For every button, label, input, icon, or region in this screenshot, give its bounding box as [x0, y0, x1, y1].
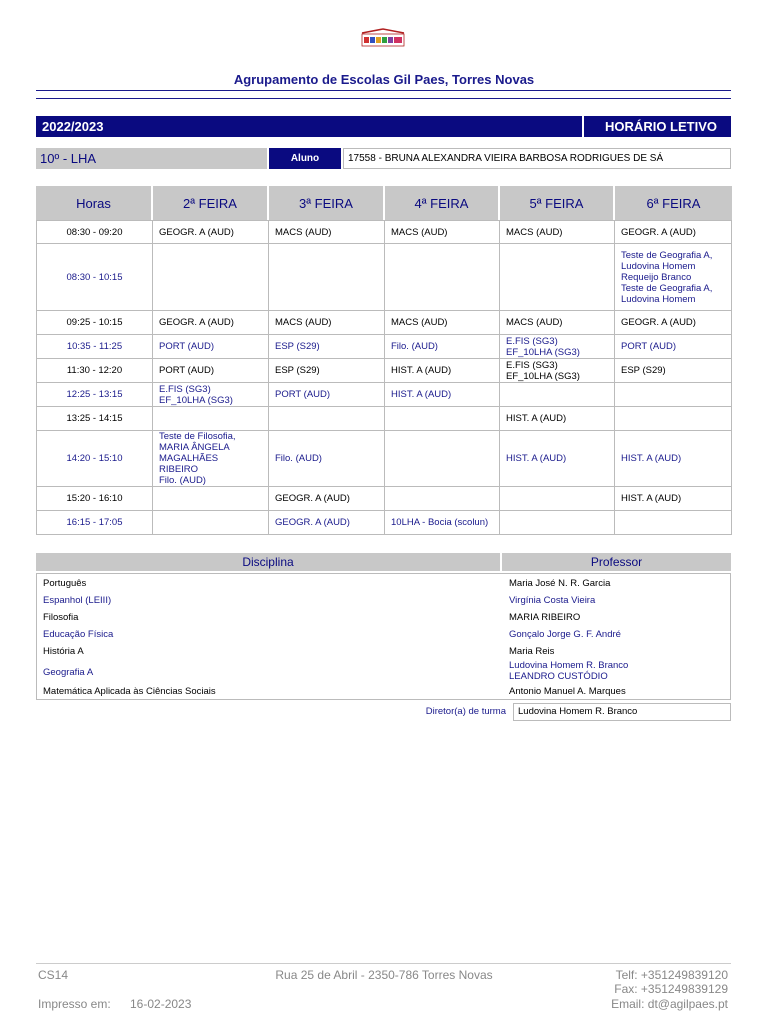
teacher-name: Virgínia Costa Vieira — [509, 595, 596, 606]
divider — [36, 98, 731, 99]
lesson-cell — [500, 487, 615, 511]
footer-email: Email: dt@agilpaes.pt — [611, 997, 728, 1011]
lesson-cell: MACS (AUD) — [500, 311, 615, 335]
time-cell: 13:25 - 14:15 — [36, 407, 153, 431]
teacher-name: MARIA RIBEIRO — [509, 612, 581, 623]
time-cell: 12:25 - 13:15 — [36, 383, 153, 407]
class-bar — [36, 148, 731, 169]
lesson-cell: GEOGR. A (AUD) — [269, 487, 385, 511]
lesson-cell: PORT (AUD) — [153, 335, 269, 359]
divider — [36, 90, 731, 91]
discipline-name: Espanhol (LEIII) — [43, 595, 112, 606]
header-friday: 6ª FEIRA — [615, 186, 732, 220]
discipline-name: História A — [43, 646, 84, 657]
discipline-name: Filosofia — [43, 612, 79, 623]
lesson-cell: PORT (AUD) — [615, 335, 732, 359]
lesson-cell — [500, 383, 615, 407]
director-label: Diretor(a) de turma — [425, 706, 506, 717]
lesson-cell — [385, 407, 500, 431]
lesson-cell: MACS (AUD) — [385, 311, 500, 335]
teacher-name: Ludovina Homem R. Branco LEANDRO CUSTÓDIO — [509, 660, 629, 682]
lesson-cell: ESP (S29) — [269, 335, 385, 359]
lesson-cell: 10LHA - Bocia (scolun) — [385, 511, 500, 535]
lesson-cell — [500, 511, 615, 535]
time-cell: 14:20 - 15:10 — [36, 431, 153, 487]
lesson-cell: E.FIS (SG3) EF_10LHA (SG3) — [500, 359, 615, 383]
lesson-cell: MACS (AUD) — [269, 311, 385, 335]
lesson-cell: Teste de Filosofia, MARIA ÂNGELA MAGALHÃES RIBEIRO Filo. (AUD) — [153, 431, 269, 487]
footer-address: Rua 25 de Abril - 2350-786 Torres Novas — [275, 968, 493, 982]
lesson-cell — [500, 244, 615, 311]
teacher-name: Antonio Manuel A. Marques — [509, 686, 626, 697]
footer-printed-date: 16-02-2023 — [130, 997, 192, 1011]
schedule-row — [36, 407, 732, 431]
lesson-cell: Filo. (AUD) — [385, 335, 500, 359]
lesson-cell: MACS (AUD) — [269, 220, 385, 244]
teacher-name: Maria Reis — [509, 646, 555, 657]
header-thursday: 5ª FEIRA — [500, 186, 615, 220]
lesson-cell: MACS (AUD) — [385, 220, 500, 244]
schedule-row — [36, 359, 732, 383]
lesson-cell — [385, 487, 500, 511]
time-cell: 16:15 - 17:05 — [36, 511, 153, 535]
lesson-cell — [153, 407, 269, 431]
lesson-cell: HIST. A (AUD) — [500, 431, 615, 487]
schedule-row — [36, 244, 732, 311]
header-hours: Horas — [36, 186, 153, 220]
time-cell: 15:20 - 16:10 — [36, 487, 153, 511]
lesson-cell: E.FIS (SG3) EF_10LHA (SG3) — [153, 383, 269, 407]
footer-fax: Fax: +351249839129 — [614, 982, 728, 996]
schedule-row — [36, 311, 732, 335]
lesson-cell: HIST. A (AUD) — [500, 407, 615, 431]
discipline-name: Português — [43, 578, 87, 589]
time-cell: 11:30 - 12:20 — [36, 359, 153, 383]
lesson-cell — [153, 244, 269, 311]
teacher-name: Gonçalo Jorge G. F. André — [509, 629, 621, 640]
footer-code: CS14 — [38, 968, 69, 982]
lesson-cell: GEOGR. A (AUD) — [153, 220, 269, 244]
lesson-cell: HIST. A (AUD) — [385, 359, 500, 383]
lesson-cell: MACS (AUD) — [500, 220, 615, 244]
lesson-cell: ESP (S29) — [615, 359, 732, 383]
lesson-cell — [615, 407, 732, 431]
discipline-name: Matemática Aplicada às Ciências Sociais — [43, 686, 216, 697]
lesson-cell — [385, 431, 500, 487]
lesson-cell — [269, 407, 385, 431]
lesson-cell: PORT (AUD) — [153, 359, 269, 383]
student-label: Aluno — [269, 148, 341, 169]
time-cell: 08:30 - 09:20 — [36, 220, 153, 244]
lesson-cell: E.FIS (SG3) EF_10LHA (SG3) — [500, 335, 615, 359]
discipline-name: Educação Física — [43, 629, 114, 640]
time-cell: 08:30 - 10:15 — [36, 244, 153, 311]
lesson-cell — [153, 487, 269, 511]
teacher-name: Maria José N. R. Garcia — [509, 578, 611, 589]
footer-phone: Telf: +351249839120 — [615, 968, 728, 982]
student-name: 17558 - BRUNA ALEXANDRA VIEIRA BARBOSA RODRIGUES DE SÁ — [343, 148, 731, 169]
lesson-cell — [153, 511, 269, 535]
footer-printed-label: Impresso em: — [38, 997, 111, 1011]
discipline-header — [36, 553, 731, 571]
lesson-cell: GEOGR. A (AUD) — [153, 311, 269, 335]
director-name: Ludovina Homem R. Branco — [513, 703, 731, 721]
lesson-cell: ESP (S29) — [269, 359, 385, 383]
discipline-list — [36, 573, 731, 700]
lesson-cell: GEOGR. A (AUD) — [269, 511, 385, 535]
time-cell: 09:25 - 10:15 — [36, 311, 153, 335]
class-name: 10º - LHA — [36, 148, 267, 169]
school-year: 2022/2023 — [36, 116, 582, 137]
discipline-column-header: Disciplina — [36, 553, 500, 571]
schedule-title: HORÁRIO LETIVO — [584, 116, 731, 137]
schedule-row — [36, 487, 732, 511]
schedule-row — [36, 220, 732, 244]
lesson-cell: HIST. A (AUD) — [615, 431, 732, 487]
header-monday: 2ª FEIRA — [153, 186, 269, 220]
schedule-row — [36, 383, 732, 407]
lesson-cell: GEOGR. A (AUD) — [615, 311, 732, 335]
header-wednesday: 4ª FEIRA — [385, 186, 500, 220]
discipline-name: Geografia A — [43, 667, 94, 678]
lesson-cell: HIST. A (AUD) — [615, 487, 732, 511]
schedule-header-row — [36, 186, 732, 220]
lesson-cell: Teste de Geografia A, Ludovina Homem Requeijo Branco Teste de Geografia A, Ludovina Homem — [615, 244, 732, 311]
lesson-cell — [385, 244, 500, 311]
header-tuesday: 3ª FEIRA — [269, 186, 385, 220]
lesson-cell — [269, 244, 385, 311]
schedule-row — [36, 511, 732, 535]
footer-divider — [36, 963, 731, 964]
time-cell: 10:35 - 11:25 — [36, 335, 153, 359]
year-bar — [36, 116, 731, 137]
lesson-cell: HIST. A (AUD) — [385, 383, 500, 407]
schedule-table — [36, 186, 732, 535]
schedule-row — [36, 335, 732, 359]
schedule-row — [36, 431, 732, 487]
lesson-cell: Filo. (AUD) — [269, 431, 385, 487]
teacher-column-header: Professor — [502, 553, 731, 571]
lesson-cell — [615, 383, 732, 407]
lesson-cell: GEOGR. A (AUD) — [615, 220, 732, 244]
school-logo — [358, 26, 408, 48]
school-name: Agrupamento de Escolas Gil Paes, Torres Novas — [233, 72, 535, 87]
lesson-cell: PORT (AUD) — [269, 383, 385, 407]
lesson-cell — [615, 511, 732, 535]
